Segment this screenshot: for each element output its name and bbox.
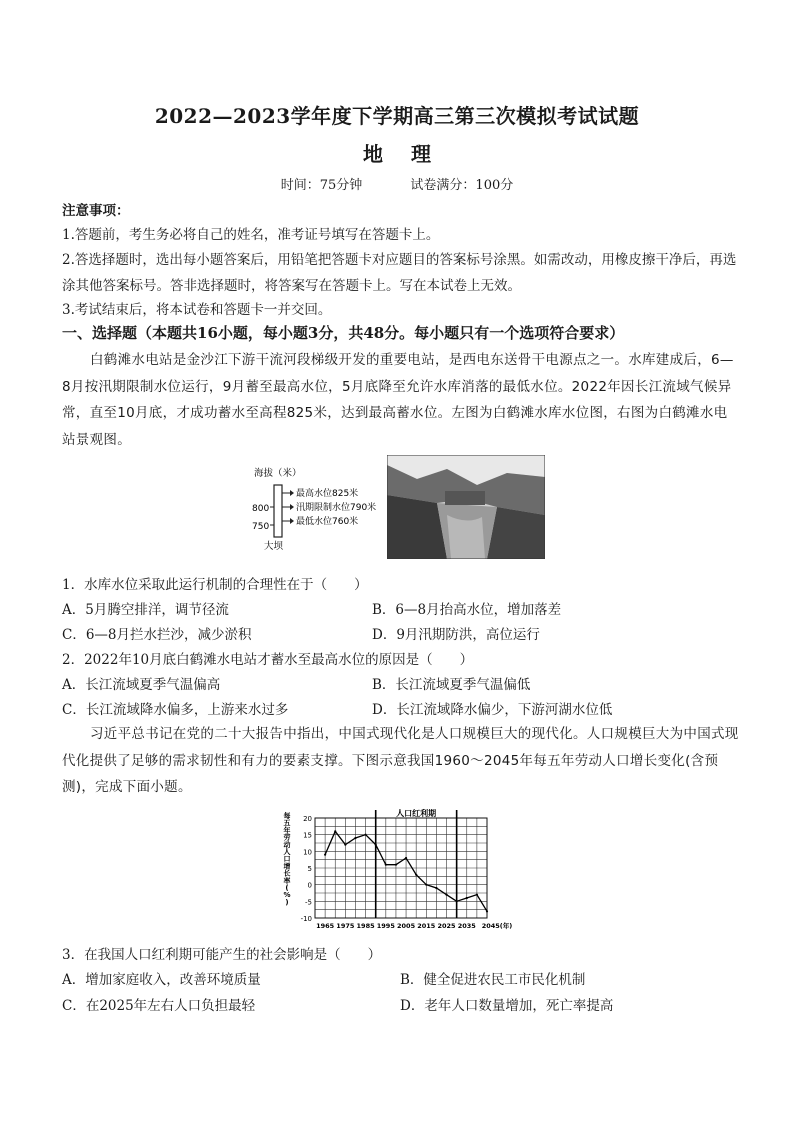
data-point — [415, 874, 417, 876]
y-tick-label: 15 — [303, 831, 312, 840]
q3-option-b[interactable]: B．健全促进农民工市民化机制 — [400, 972, 586, 988]
passage-1: 白鹤滩水电站是金沙江下游干流河段梯级开发的重要电站，是西电东送骨干电源点之一。水库建成后，6—8月按汛期限制水位运行，9月蓄至最高水位，5月底降至允许水库消落的最低水位。2022年因长江流域气候异常，直至10月底，才成功蓄水至高程825米，达到最高蓄水位。左图为白鹤滩水库水位图，右图为白鹤滩水电站景观图。 — [62, 352, 734, 448]
x-tick-label: 1965 — [316, 922, 335, 930]
data-point — [486, 910, 488, 912]
tick-800: 800 — [252, 504, 270, 514]
q1-option-b[interactable]: B．6—8月抬高水位，增加落差 — [372, 602, 562, 618]
section-heading: 一、选择题（本题共16小题，每小题3分，共48分。每小题只有一个选项符合要求） — [62, 324, 625, 342]
x-tick-label: 2045(年) — [481, 922, 513, 930]
y-axis-label-char: % — [283, 891, 291, 900]
q1-option-c[interactable]: C．6—8月拦水拦沙，减少淤积 — [62, 627, 252, 643]
data-point — [385, 864, 387, 866]
x-tick-label: 1985 — [356, 922, 375, 930]
q1-option-a[interactable]: A．5月腾空排洋，调节径流 — [62, 602, 229, 618]
q3-option-d[interactable]: D．老年人口数量增加，死亡率提高 — [400, 998, 614, 1014]
question-3-stem: 3．在我国人口红利期可能产生的社会影响是（ ） — [62, 947, 382, 963]
data-point — [364, 834, 366, 836]
tick-750: 750 — [252, 522, 270, 532]
level-low-label: 最低水位760米 — [296, 517, 359, 527]
data-point — [445, 894, 447, 896]
y-axis-label-char: 五 — [283, 819, 291, 828]
x-tick-label: 2005 — [397, 922, 416, 930]
y-axis-label-char: 增 — [283, 862, 291, 871]
data-point — [466, 897, 468, 899]
notice-heading: 注意事项： — [62, 203, 130, 219]
x-tick-label: 2015 — [417, 922, 436, 930]
y-tick-label: 20 — [303, 815, 312, 823]
exam-time: 时间：75分钟 — [280, 178, 363, 193]
y-axis-label-char: 长 — [283, 869, 291, 878]
chart-svg — [275, 800, 525, 938]
x-tick-label: 1975 — [336, 922, 355, 930]
y-tick-label: -10 — [300, 915, 312, 923]
x-tick-label: 2025 — [437, 922, 456, 930]
exam-meta — [0, 174, 794, 193]
dam-landscape-photo — [387, 455, 545, 559]
data-point — [324, 854, 326, 856]
q3-option-c[interactable]: C．在2025年左右人口负担最轻 — [62, 998, 256, 1014]
level-flood-label: 汛期限制水位790米 — [296, 503, 377, 513]
notice-item-3: 3.考试结束后，将本试卷和答题卡一并交回。 — [62, 302, 332, 318]
data-point — [425, 884, 427, 886]
q1-option-d[interactable]: D．9月汛期防洪，高位运行 — [372, 627, 540, 643]
exam-title: 2022—2023学年度下学期高三第三次模拟考试试题 — [154, 104, 640, 128]
notice-item-1: 1.答题前，考生务必将自己的姓名，准考证号填写在答题卡上。 — [62, 227, 440, 243]
y-tick-label: 10 — [303, 848, 312, 857]
y-axis-label-char: 动 — [283, 840, 291, 849]
q2-option-a[interactable]: A．长江流域夏季气温偏高 — [62, 677, 221, 693]
exam-score: 试卷满分：100分 — [410, 178, 514, 193]
level-high-label: 最高水位825米 — [296, 489, 359, 499]
y-axis-label-char: 率 — [283, 876, 291, 885]
labor-growth-chart — [275, 800, 525, 938]
q3-option-a[interactable]: A．增加家庭收入，改善环境质量 — [62, 972, 261, 988]
data-point — [405, 857, 407, 859]
y-axis-label-char: 劳 — [283, 833, 291, 842]
y-axis-label-char: 年 — [283, 826, 291, 835]
question-1-stem: 1．水库水位采取此运行机制的合理性在于（ ） — [62, 577, 368, 593]
data-point — [334, 830, 336, 832]
q2-option-b[interactable]: B．长江流域夏季气温偏低 — [372, 677, 531, 693]
subject-title: 地理 — [363, 142, 459, 166]
x-tick-label: 2035 — [457, 922, 476, 930]
data-point — [476, 894, 478, 896]
notice-item-2: 2.答选择题时，选出每小题答案后，用铅笔把答题卡对应题目的答案标号涂黑。如需改动，用橡皮擦干净后，再选涂其他答案标号。答非选择题时，将答案写在答题卡上。写在本试卷上无效。 — [62, 252, 737, 294]
chart-title: 人口红利期 — [396, 809, 437, 818]
water-level-figure — [244, 455, 384, 555]
y-axis-label-char: ) — [285, 898, 289, 907]
y-tick-label: 5 — [307, 865, 312, 873]
passage-2: 习近平总书记在党的二十大报告中指出，中国式现代化是人口规模巨大的现代化。人口规模巨大为中国式现代化提供了足够的需求韧性和有力的要素支撑。下图示意我国1960～2045年每五年劳动人口增长变化(含预测)，完成下面小题。 — [62, 726, 739, 795]
y-tick-label: 0 — [307, 881, 312, 890]
dam-label: 大坝 — [264, 541, 284, 552]
y-axis-label-char: 每 — [283, 812, 291, 820]
q2-option-d[interactable]: D．长江流域降水偏少，下游河湖水位低 — [372, 702, 613, 718]
data-point — [344, 844, 346, 846]
data-point — [354, 837, 356, 839]
dam-column — [274, 485, 282, 537]
x-tick-label: 1995 — [376, 922, 395, 930]
question-2-stem: 2．2022年10月底白鹤滩水电站才蓄水至最高水位的原因是（ ） — [62, 652, 474, 668]
data-point — [395, 864, 397, 866]
q2-option-c[interactable]: C．长江流域降水偏多，上游来水过多 — [62, 702, 289, 718]
level-ylabel: 海拔（米） — [254, 468, 302, 479]
data-point — [456, 900, 458, 902]
y-axis-label-char: 人 — [283, 848, 291, 856]
y-tick-label: -5 — [305, 898, 312, 907]
data-point — [435, 887, 437, 889]
y-axis-label-char: ( — [285, 884, 289, 892]
data-point — [375, 844, 377, 846]
y-axis-label-char: 口 — [283, 855, 291, 864]
